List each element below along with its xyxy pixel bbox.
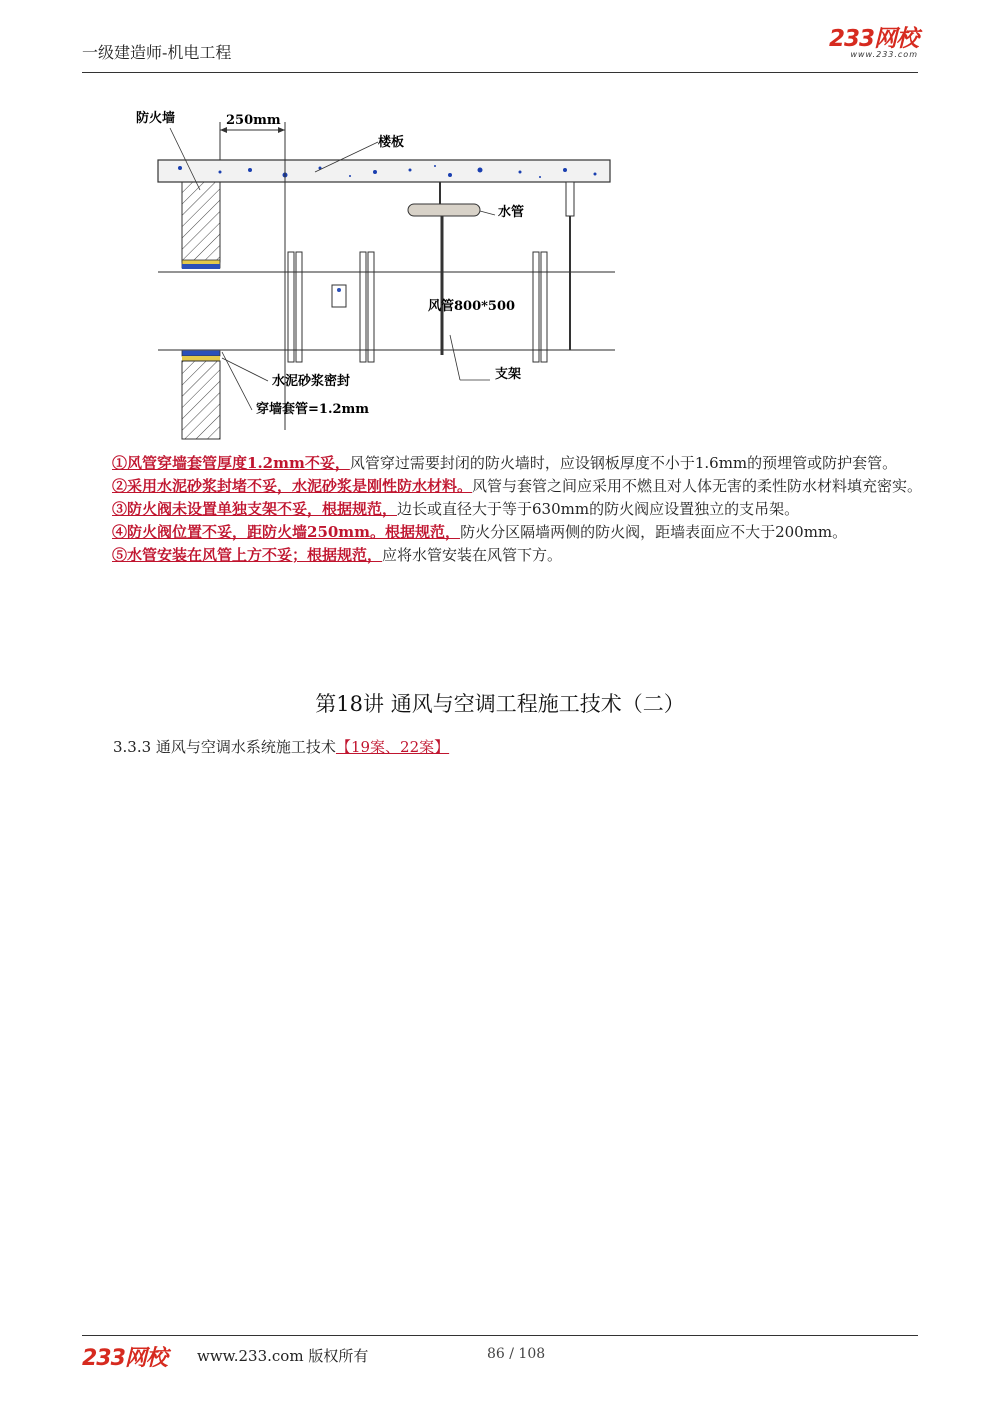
explanation: 边长或直径大于等于630mm的防火阀应设置独立的支吊架。 xyxy=(397,500,800,518)
floor-slab xyxy=(158,160,610,182)
list-item xyxy=(75,475,925,498)
support-label: 支架 xyxy=(495,367,522,382)
page-number: 86 / 108 xyxy=(487,1346,546,1362)
logo-text: 233网校 xyxy=(828,26,918,52)
sleeve-label: 穿墙套管=1.2mm xyxy=(256,402,370,417)
fault-statement: ⑤水管安装在风管上方不妥；根据规范， xyxy=(112,546,383,564)
water-pipe xyxy=(408,204,480,216)
fault-statement: ②采用水泥砂浆封堵不妥，水泥砂浆是刚性防水材料。 xyxy=(112,477,473,495)
subsection-heading xyxy=(113,736,449,757)
duct-installation-diagram xyxy=(136,100,630,445)
logo-url: www.233.com xyxy=(850,50,918,59)
footer-copyright: www.233.com 版权所有 xyxy=(197,1347,369,1365)
fault-statement: ④防火阀位置不妥，距防火墙250mm。根据规范， xyxy=(112,523,461,541)
page-footer xyxy=(82,1335,918,1376)
floor-label: 楼板 xyxy=(378,135,405,150)
seal-label: 水泥砂浆密封 xyxy=(272,374,351,389)
list-item xyxy=(75,521,925,544)
dimension-label: 250mm xyxy=(226,113,281,128)
section-title: 第18讲 通风与空调工程施工技术（二） xyxy=(315,692,685,716)
water-pipe-label: 水管 xyxy=(498,205,525,220)
explanation: 风管穿过需要封闭的防火墙时，应设钢板厚度不小于1.6mm的预埋管或防护套管。 xyxy=(349,454,898,472)
answer-list xyxy=(75,452,925,567)
list-item xyxy=(75,452,925,475)
explanation: 应将水管安装在风管下方。 xyxy=(382,546,563,564)
duct-label: 风管800*500 xyxy=(428,299,516,314)
list-item xyxy=(75,498,925,521)
explanation: 防火分区隔墙两侧的防火阀，距墙表面应不大于200mm。 xyxy=(460,523,848,541)
subsection-tag: 【19案、22案】 xyxy=(335,738,450,756)
fire-wall-lower xyxy=(182,361,220,439)
brand-logo xyxy=(829,28,918,60)
footer-logo: 233网校 xyxy=(82,1346,167,1371)
explanation: 风管与套管之间应采用不燃且对人体无害的柔性防水材料填充密实。 xyxy=(472,477,923,495)
fire-wall-upper xyxy=(182,182,220,262)
fault-statement: ①风管穿墙套管厚度1.2mm不妥， xyxy=(112,454,350,472)
list-item xyxy=(75,544,925,567)
fire-wall-label: 防火墙 xyxy=(136,111,176,126)
header-title: 一级建造师-机电工程 xyxy=(82,43,232,62)
page-header xyxy=(82,0,918,73)
fault-statement: ③防火阀未设置单独支架不妥，根据规范， xyxy=(112,500,398,518)
subsection-text: 3.3.3 通风与空调水系统施工技术 xyxy=(113,738,336,756)
